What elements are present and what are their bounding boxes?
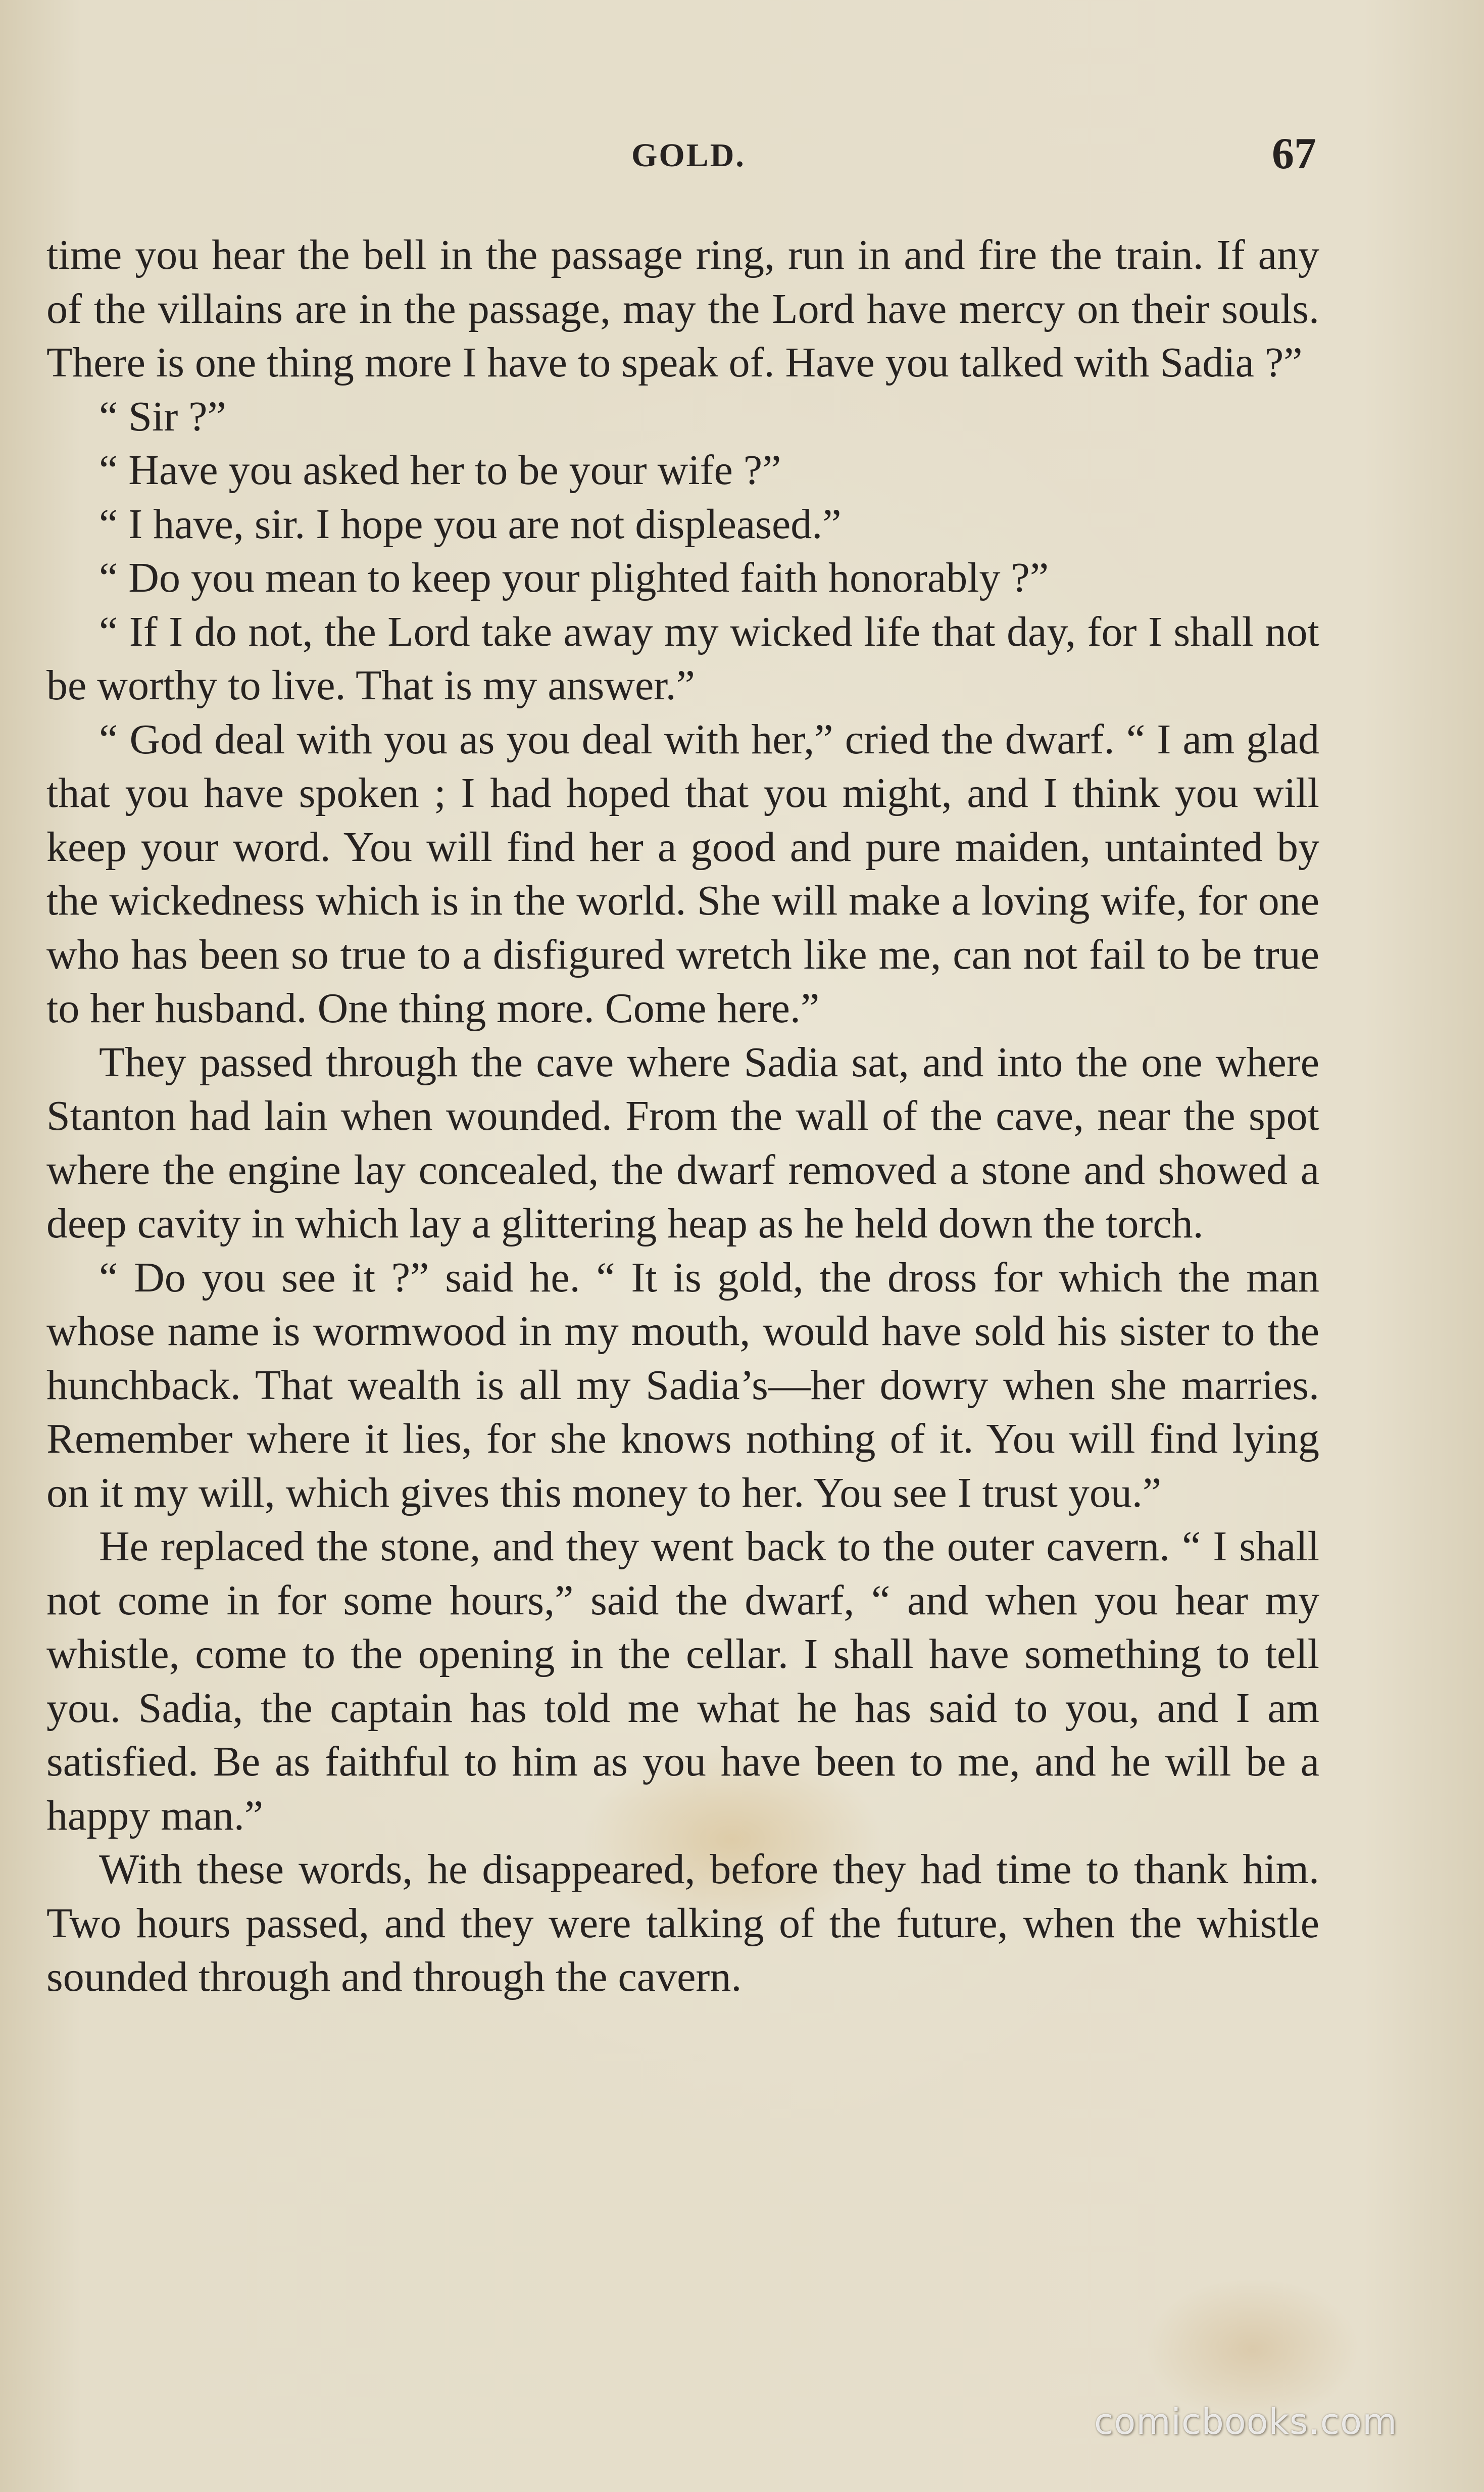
watermark-logo: comicbooks.com <box>1094 2401 1398 2442</box>
paragraph: “ Have you asked her to be your wife ?” <box>99 447 781 494</box>
paragraph: “ I have, sir. I hope you are not displeased.” <box>99 500 842 548</box>
paragraph: With these words, he disappeared, before they had time to thank him. Two hours passed, and they were talking of the future, when the whistle sounded through and through the cavern. <box>46 1846 1319 2000</box>
paragraph: “ Do you mean to keep your plighted faith honorably ?” <box>99 554 1049 601</box>
paragraph: “ If I do not, the Lord take away my wicked life that day, for I shall not be worthy to live. That is my answer.” <box>46 608 1319 709</box>
paragraph: He replaced the stone, and they went back to the outer cavern. “ I shall not come in for some hours,” said the dwarf, “ and when you hear my whistle, come to the opening in the cellar. I shall have something to tell you. Sadia, the captain has told me what he has said to you, and I am satisfied. Be as faithful to him as you have been to me, and he will be a happy man.” <box>46 1523 1319 1839</box>
paragraph: time you hear the bell in the passage ring, run in and fire the train. If any of the villains are in the passage, may the Lord have mercy on their souls. There is one thing more I have to speak of. Have you talked with Sadia ?” <box>46 231 1319 386</box>
page-number: 67 <box>1272 129 1316 178</box>
page-header <box>0 126 1484 182</box>
paragraph: “ Do you see it ?” said he. “ It is gold, the dross for which the man whose name is wormwood in my mouth, would have sold his sister to the hunchback. That wealth is all my Sadia’s—her dowry when she marries. Remember where it lies, for she knows nothing of it. You will find lying on it my will, which gives this money to her. You see I trust you.” <box>46 1254 1319 1516</box>
body-text <box>46 228 1319 2004</box>
paragraph: They passed through the cave where Sadia sat, and into the one where Stanton had lain when wounded. From the wall of the cave, near the spot where the engine lay concealed, the dwarf removed a stone and showed a deep cavity in which lay a glittering heap as he held down the torch. <box>46 1038 1319 1247</box>
running-title: GOLD. <box>631 137 746 174</box>
paragraph: “ Sir ?” <box>99 393 226 440</box>
paragraph: “ God deal with you as you deal with her,” cried the dwarf. “ I am glad that you have spoken ; I had hoped that you might, and I think you will keep your word. You will find her a good and pure maiden, untainted by the wickedness which is in the world. She will make a loving wife, for one who has been so true to a disfigured wretch like me, can not fail to be true to her husband. One thing more. Come here.” <box>46 715 1319 1032</box>
